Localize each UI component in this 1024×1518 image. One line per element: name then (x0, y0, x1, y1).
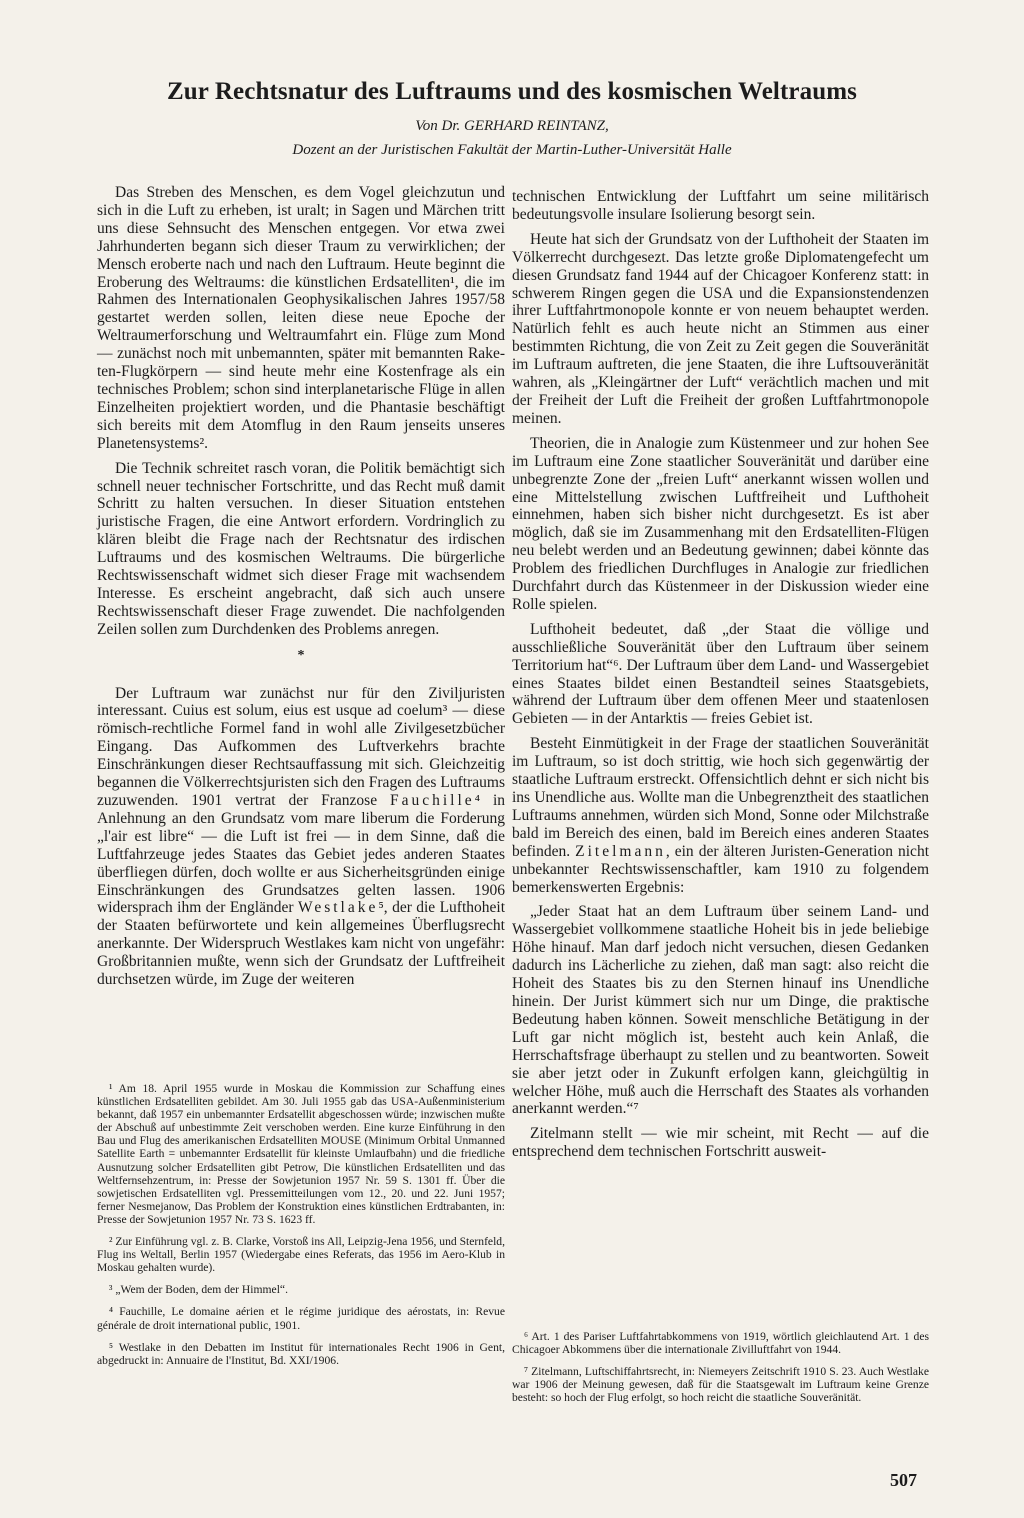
footnote: ⁵ Westlake in den Debatten im Institut für internationales Recht 1906 in Gent, abgedruckt in: Annuaire de l'Institut, Bd. XXI/1906. (97, 1340, 505, 1367)
text-run: , ein der älteren Juristen-Generation nicht unbekannter Rechtswissenschaftler, kam 1910 zu folgendem bemerkenswerten Ergebnis: (512, 842, 929, 896)
name-westlake: Westlake (297, 899, 379, 917)
block-quote: „Jeder Staat hat an dem Luftraum über seinem Land- und Wassergebiet vollkommene staatliche Hoheit bis in jede beliebige Höhe hinauf. Man darf jedoch nicht versuchen, diesen Gedanken dadurch ins Lächerliche zu ziehen, daß man sagt: also reicht die Hoheit des Staates bis zu den Sternen hinauf ins Unendliche hinein. Der Jurist kümmert sich nur um Dinge, die praktische Bedeutung haben können. Soweit menschliche Betätigung in der Luft gar nicht möglich ist, besteht auch kein Anlaß, die Herrschaftsfrage überhaupt zu stellen und zu beantworten. Soweit sie aber jetzt oder in Zukunft erfolgen kann, gleichgültig in welcher Höhe, muß auch die Herrschaft des Staates als vorhanden anerkannt werden.“⁷ (512, 903, 929, 1118)
affiliation-line: Dozent an der Juristischen Fakultät der Martin-Luther-Universität Halle (292, 142, 732, 158)
text-run: ⁴ in Anlehnung an den Grundsatz vom mare liberum die Forderung „l'air est libre“ — die Luft ist frei — in dem Sinne, daß die Luftfahrzeuge jedes Staates das Gebiet jedes anderen Staates überfliegen dürfen, doch wollte er aus Sicherheitsgründen einige Einschränkungen des Grundsatzes gelten lassen. 1906 widersprach ihm der Engländer (97, 792, 506, 917)
paragraph: Das Streben des Menschen, es dem Vogel gleichzutun und sich in die Luft zu erheben, ist uralt; in Sagen und Märchen tritt uns diese Sehnsucht des Menschen entgegen. Vor etwa zwei Jahrhunderten begann sich dieser Traum zu verwirklichen; der Mensch eroberte nach und nach den Luftraum. Heute beginnt die Eroberung des Weltraums: die künstlichen Erdsatelliten¹, die im Rahmen des Internationalen Geophysikalischen Jahres 1957/58 gestartet werden sollen, leiten diese neue Epoche der Weltraumerforschung und Weltraumfahrt ein. Flüge zum Mond — zunächst noch mit unbemannten, später mit bemannten Raketen-Flugkörpern — sind heute mehr eine Kostenfrage als ein technisches Problem; schon sind interplanetarische Flüge in allen Einzelheiten projektiert worden, und die Phantasie beschäftigt sich bereits mit dem Atomflug in den Raum jenseits unseres Planetensystems². (97, 184, 505, 452)
paragraph: Lufthoheit bedeutet, daß „der Staat die völlige und ausschließliche Souveränität über den Luftraum über seinem Territorium hat“⁶. Der Luftraum über dem Land- und Wassergebiet eines Staates bildet einen Bestandteil seines Staatsgebiets, während der Luftraum über dem offenen Meer und staatenlosen Gebieten — in der Antarktis — freies Gebiet ist. (512, 620, 929, 728)
text-run: Der Luftraum war zunächst nur für den Ziviljuristen interessant. Cuius est solum, eius est usque ad coelum³ — diese römisch-rechtliche Formel fand in wohl alle Zivilgesetzbücher Eingang. Das Aufkommen des Luftverkehrs brachte Einschränkungen dieser Rechtsauffassung mit sich. Gleichzeitig begannen die Völkerrechtsjuristen sich den Fragen des Luftraums zuzuwenden. 1901 vertrat der Franzose (97, 684, 505, 809)
footnote: ³ „Wem der Boden, dem der Himmel“. (109, 1283, 288, 1297)
author-line: Von Dr. GERHARD REINTANZ, (415, 118, 609, 134)
footnotes-right (512, 1330, 929, 1413)
paragraph: Theorien, die in Analogie zum Küstenmeer und zur hohen See im Luftraum eine Zone staatlicher Souveränität und darüber eine unbegrenzte Zone der „freien Luft“ anerkannt wissen wollen und eine Mittelstellung zwischen Luftfreiheit und Lufthoheit einnehmen, haben sich bisher nicht durchgesetzt. Es ist aber möglich, daß sie im Zusammenhang mit den Erdsatelliten-Flügen neu belebt werden und an Bedeutung gewinnen; dabei könnte das Problem des friedlichen Durchfluges in Analogie zur friedlichen Durchfahrt durch das Küstenmeer in der Diskussion wieder eine Rolle spielen. (512, 434, 929, 613)
footnote: ¹ Am 18. April 1955 wurde in Moskau die Kommission zur Schaffung eines künstlichen Erdsatelliten gebildet. Am 30. Juli 1955 gab das USA-Außenministerium bekannt, daß 1957 ein unbemannter Erdsatellit abgeschossen würde; inzwischen mußte der Abschuß auf unbestimmte Zeit verschoben werden. Eine kurze Einführung in den Bau und Flug des amerikanischen Erdsatelliten MOUSE (Minimum Orbital Unmanned Satellite Earth = unbemannter Erdsatellit für kleinste Umlaufbahn) und die friedliche Ausnutzung solcher Erdsatelliten gibt Petrow, Die künstlichen Erdsatelliten und das Weltfernsehzentrum, in: Presse der Sowjetunion 1957 Nr. 59 S. 1301 ff. Über die sowjetischen Erdsatelliten vgl. Pressemitteilungen vom 12., 20. und 22. Juni 1957; ferner Nesmejanow, Das Problem der Konstruktion eines künstlichen Erdtrabanten, in: Presse der Sowjetunion 1957 Nr. 73 S. 1623 ff. (97, 1082, 505, 1226)
footnote: ⁴ Fauchille, Le domaine aérien et le régime juridique des aérostats, in: Revue générale de droit international public, 1901. (97, 1305, 505, 1332)
paragraph (512, 735, 929, 896)
article-title: Zur Rechtsnatur des Luftraums und des kosmischen Weltraums (167, 78, 857, 105)
paragraph: technischen Entwicklung der Luftfahrt um seine militärisch bedeutungsvolle insulare Isolierung besorgt sein. (512, 188, 929, 223)
paragraph (97, 685, 505, 989)
text-run: ⁵, der die Lufthoheit der Staaten befürwortete und kein allgemeines Überflugsrecht anerkannte. Der Widerspruch Westlakes kam nicht von ungefähr: Großbritannien mußte, wenn sich der Grundsatz der Luftfreiheit durchsetzen würde, im Zuge der weiteren (97, 899, 506, 989)
page-number: 507 (890, 1470, 917, 1490)
section-divider-star: * (297, 647, 305, 663)
name-zitelmann: Zitelmann (575, 842, 666, 860)
paragraph: Heute hat sich der Grundsatz von der Lufthoheit der Staaten im Völkerrecht durchgesezt. Das letzte große Diplomatengefecht um diesen Grundsatz fand 1944 auf der Chicagoer Konferenz statt: in schwerem Ringen gegen die USA und die Expansionstendenzen ihrer Luftfahrtmonopole konnte er von neuem behauptet werden. Natürlich fehlt es auch heute nicht an Stimmen aus einer bestimmten Richtung, die von Zeit zu Zeit gegen die Souveränität im Luftraum auftreten, die jene Staaten, die ihre Luftsouveränität wahren, als „Kleingärtner der Luft“ verächtlich machen und mit der Freiheit der Luft die Freiheit der großen Luftfahrtmonopole meinen. (512, 230, 929, 427)
footnote: ² Zur Einführung vgl. z. B. Clarke, Vorstoß ins All, Leipzig-Jena 1956, und Sternfeld, Flug ins Weltall, Berlin 1957 (Wiedergabe eines Referats, das 1956 im Aero-Klub in Moskau gehalten wurde). (97, 1235, 505, 1275)
text-run: Besteht Einmütigkeit in der Frage der staatlichen Souveränität im Luftraum, so ist doch strittig, wie hoch sich gegenwärtig der staatliche Luftraum erstreckt. Offensichtlich dehnt er sich nicht bis ins Unendliche aus. Wollte man die Unbegrenztheit des staatlichen Luftraums annehmen, würden sich Mond, Sonne oder Milchstraße bald im Bereich des einen, bald im Bereich eines anderen Staates befinden. (512, 735, 929, 860)
right-column (512, 188, 929, 1168)
left-column (97, 184, 505, 996)
paragraph: Die Technik schreitet rasch voran, die Politik bemächtigt sich schnell neuer technischer Fortschritte, und das Recht muß damit Schritt zu halten versuchen. In dieser Situation entstehen juristische Fragen, die eine Antwort erfordern. Vordringlich zu klären bleibt die Frage nach der Rechtsnatur des irdischen Luftraums und des kosmischen Weltraums. Die bürgerliche Rechtswissenschaft widmet sich dieser Frage mit wachsendem Interesse. Es erscheint angebracht, daß sich auch unsere Rechtswissenschaft dieser Frage zuwendet. Die nachfolgenden Zeilen sollen zum Durchdenken des Problems anregen. (97, 459, 505, 638)
footnote: ⁷ Zitelmann, Luftschiffahrtsrecht, in: Niemeyers Zeitschrift 1910 S. 23. Auch Westlake war 1906 der Meinung gewesen, daß für die Staatsgewalt im Luftraum keine Grenze besteht: so hoch der Flug erfolgt, so hoch reicht die staatliche Souveränität. (512, 1365, 929, 1405)
name-fauchille: Fauchille (389, 792, 475, 809)
paragraph: Zitelmann stellt — wie mir scheint, mit Recht — auf die entsprechend dem technischen Fortschritt ausweit- (512, 1125, 929, 1161)
footnotes-left (97, 1082, 505, 1376)
footnote: ⁶ Art. 1 des Pariser Luftfahrtabkommens von 1919, wörtlich gleichlautend Art. 1 des Chicagoer Abkommens über die internationale Zivilluftfahrt von 1944. (512, 1330, 929, 1357)
